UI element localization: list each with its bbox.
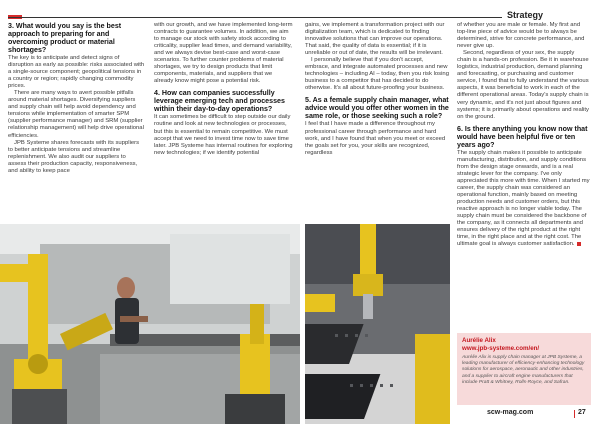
question-heading: 5. As a female supply chain manager, what advice would you offer other women in the same role, or those seeking such a role? xyxy=(305,96,449,121)
body-paragraph: Second, regardless of your sex, the supply chain is a hands-on profession. Be it in warehouse logistics, industrial production, demand planning and forecasting, or purchasing and customer service, I found that to fully understand the various aspects, it was beneficial to work in each of the different operational areas. Today's supply chain is very dynamic, and it's not just about figures and systems; it is primarily about operations and reality on the ground. xyxy=(457,50,589,120)
body-paragraph: I personally believe that if you don't accept, embrace, and integrate automated processes and new technologies – including AI – today, then you risk losing business to a competitor that has decided to do otherwise. It's all about future-proofing your business. xyxy=(305,57,449,92)
page-number-accent xyxy=(574,410,575,418)
page-number: 27 xyxy=(578,409,586,416)
body-paragraph: JPB Systeme shares forecasts with its suppliers to better anticipate tensions and streamline replenishment. We also audit our suppliers to assess their production capacity, responsiveness, and ability to keep pace xyxy=(8,139,140,174)
body-paragraph: I feel that I have made a difference throughout my professional career through performance and hard work, and I have found that when you meet or exceed the goals set for you, your skills are recognized, regardless xyxy=(305,121,446,156)
author-bio-box xyxy=(457,333,591,405)
text-column-2 xyxy=(154,22,293,157)
question-heading: 6. Is there anything you know now that would have been helpful five or ten years ago? xyxy=(457,124,588,149)
question-heading: 4. How can companies successfully leverage emerging tech and processes within their day-to-day operations? xyxy=(154,89,285,114)
bio-url-link[interactable]: www.jpb-systeme.com/en/ xyxy=(462,344,540,352)
body-paragraph: gains, we implement a transformation project with our digitalization team, which is dedicated to finding innovative solutions that can improve our operations. That said, the quality of data is essential; if it is unreliable or out of date, the results will be irrelevant. xyxy=(305,22,445,57)
header-rule xyxy=(8,17,502,18)
robot-arm-engineer-illustration xyxy=(0,224,300,424)
bio-name: Aurélie Alix xyxy=(462,337,496,344)
robot-arm-gripper-photo xyxy=(305,224,450,424)
footer-url: scw-mag.com xyxy=(487,409,534,416)
section-label: Strategy xyxy=(507,10,544,20)
body-paragraph: It can sometimes be difficult to step outside our daily routine and look at new technologies or processes, but this is essential to remain competitive. We must accept that we need to invest time now to save time later. JPB Systeme has internal routines for exploring new technologies; if we identify potential xyxy=(154,114,293,156)
body-paragraph: The key is to anticipate and detect signs of disruption as early as possible: risks associated with a single-source component; geopolitical tensions in a country or region; rapidly changing commodity prices. xyxy=(8,55,145,90)
end-of-article-mark xyxy=(577,242,581,246)
text-column-3 xyxy=(305,22,449,157)
body-paragraph: The supply chain makes it possible to anticipate manufacturing, distribution, and supply conditions from the design stage onwards, and is a real strategic lever for the company. I've only appreciated this more with time. When I started my career, the supply chain was considered an operational function, mainly based on meeting production needs and customer orders, but this reactive approach is no longer viable today. The supply chain must be considered the backbone of the company, as it connects all departments and ensures delivery of the right product at the right time, in the right place and at the right cost. The ultimate goal is always customer satisfaction. xyxy=(457,149,590,248)
text-column-1 xyxy=(8,22,145,175)
bio-text: Aurélie Alix is supply chain manager at JPB Systeme, a leading manufacturer of efficiency-enhancing technology solutions for aerospace, aeronautic and other industries, and a supplier to aircraft engine manufacturers that include Pratt & Whitney, Rolls-Royce, and Safran. xyxy=(462,355,585,385)
robot-arm-gripper-illustration xyxy=(305,224,450,424)
body-paragraph: with our growth, and we have implemented long-term contracts to guarantee volumes. In addition, we aim to manage our stock with safety stock according to criticality, supplier lead times, and demand variability, and we always devise best-case and worst-case scenarios. To further counter problems of material shortages, we try to design products that limit components, materials, and suppliers that we already know might pose a potential risk. xyxy=(154,22,293,85)
body-paragraph: There are many ways to avert possible pitfalls around material shortages. Diversifying suppliers and supply chain will help avoid dependency and tensions while implementation of smarter SPM (supplier performance manager) and SRM (supplier relationship management) will help drive operational efficiencies. xyxy=(8,90,144,139)
body-paragraph: of whether you are male or female. My first and top-line piece of advice would be to always be determined, strive for concrete performance, and never give up. xyxy=(457,22,585,50)
text-column-4 xyxy=(457,22,590,248)
robot-arm-engineer-photo xyxy=(0,224,300,424)
question-heading: 3. What would you say is the best approach to preparing for and overcoming product or material shortages? xyxy=(8,22,122,54)
